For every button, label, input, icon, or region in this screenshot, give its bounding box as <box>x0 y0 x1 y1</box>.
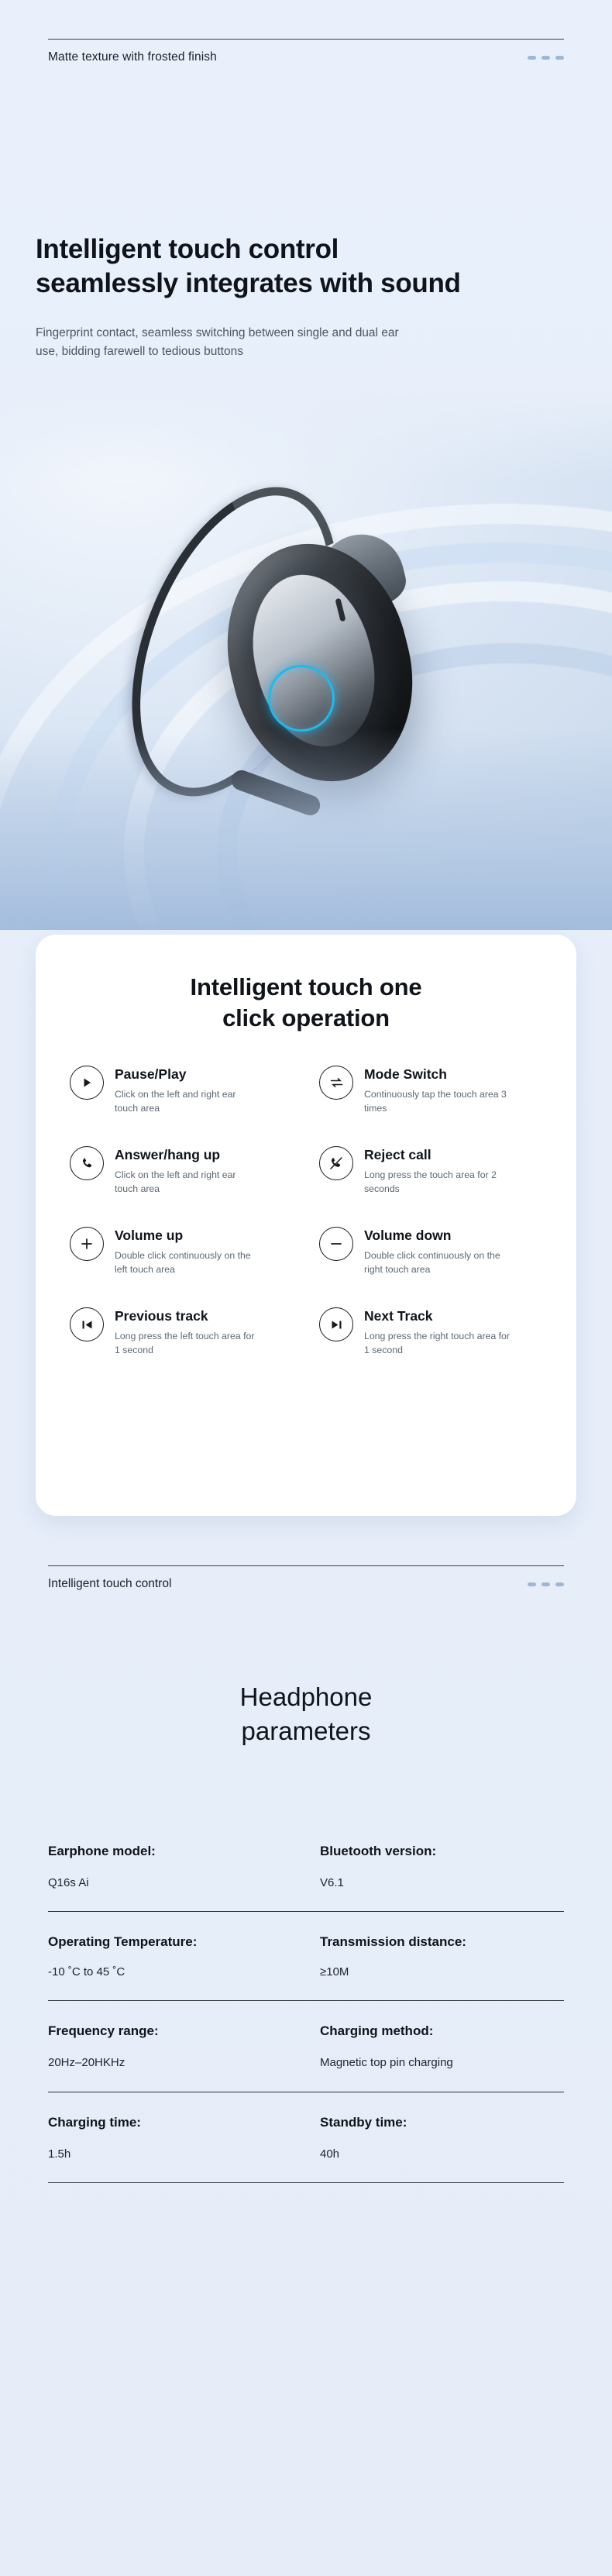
parameters-title-line-1: Headphone <box>239 1682 373 1711</box>
decorative-dots <box>528 56 564 60</box>
param-key: Frequency range: <box>48 2023 159 2039</box>
touch-item-next-track <box>319 1307 542 1357</box>
param-value: 20Hz–20HKHz <box>48 2056 125 2070</box>
parameters-title-line-2: parameters <box>241 1716 371 1745</box>
dot-2 <box>542 1582 550 1586</box>
param-key: Standby time: <box>320 2114 407 2130</box>
dot-2 <box>542 56 550 60</box>
touch-operations-grid <box>70 1066 542 1357</box>
param-value: Magnetic top pin charging <box>320 2056 453 2070</box>
table-row <box>48 2001 564 2092</box>
touch-item-desc: Long press the right touch area for 1 second <box>364 1331 510 1355</box>
param-value: ≥10M <box>320 1965 349 1979</box>
touch-item-title: Next Track <box>364 1308 433 1324</box>
param-value: -10 ˚C to 45 ˚C <box>48 1965 125 1979</box>
touch-item-title: Pause/Play <box>115 1066 187 1083</box>
dot-1 <box>528 1582 536 1586</box>
hero-heading-block <box>36 232 578 361</box>
play-icon <box>70 1066 104 1100</box>
touch-item-mode-switch <box>319 1066 542 1115</box>
touch-item-pause-play <box>70 1066 293 1115</box>
param-key: Charging time: <box>48 2114 141 2130</box>
param-cell-earphone-model <box>48 1843 292 1891</box>
touch-item-title: Reject call <box>364 1147 431 1163</box>
param-cell-charging-method <box>320 2023 564 2071</box>
param-key: Charging method: <box>320 2023 434 2039</box>
param-key: Bluetooth version: <box>320 1844 437 1858</box>
touch-item-desc: Long press the left touch area for 1 second <box>115 1331 255 1355</box>
phone-reject-icon <box>319 1146 353 1180</box>
touch-item-title: Volume down <box>364 1228 452 1244</box>
mid-caption-text: Intelligent touch control <box>48 1577 172 1590</box>
hero-bottom-gradient <box>0 728 612 930</box>
touch-item-desc: Long press the touch area for 2 seconds <box>364 1169 497 1194</box>
touch-item-desc: Double click continuously on the left touch area <box>115 1250 251 1275</box>
hero-heading-line-2: seamlessly integrates with sound <box>36 267 461 298</box>
table-row <box>48 1912 564 2001</box>
param-cell-transmission-distance <box>320 1934 564 1980</box>
minus-icon <box>319 1227 353 1261</box>
param-cell-operating-temperature <box>48 1934 292 1980</box>
touch-operations-card <box>36 935 576 1516</box>
touch-item-volume-up <box>70 1227 293 1276</box>
table-row <box>48 2092 564 2183</box>
mode-switch-icon <box>319 1066 353 1100</box>
touch-card-title-line-1: Intelligent touch one <box>190 973 422 1000</box>
dot-3 <box>555 1582 564 1586</box>
phone-icon <box>70 1146 104 1180</box>
touch-item-desc: Continuously tap the touch area 3 times <box>364 1089 507 1114</box>
hero-subtext: Fingerprint contact, seamless switching between single and dual ear use, bidding farewell to tedious buttons <box>36 325 399 358</box>
param-value: Q16s Ai <box>48 1875 89 1889</box>
touch-item-desc: Click on the left and right ear touch area <box>115 1169 236 1194</box>
touch-item-title: Answer/hang up <box>115 1147 221 1163</box>
param-value: 1.5h <box>48 2147 71 2161</box>
touch-item-volume-down <box>319 1227 542 1276</box>
touch-item-desc: Double click continuously on the right touch area <box>364 1250 500 1275</box>
param-cell-frequency-range <box>48 2023 292 2071</box>
mid-caption-bar <box>48 1565 564 1591</box>
parameters-title <box>0 1680 612 1748</box>
touch-item-answer-hangup <box>70 1146 293 1196</box>
dot-3 <box>555 56 564 60</box>
touch-item-previous-track <box>70 1307 293 1357</box>
top-caption-bar <box>48 39 564 64</box>
param-cell-charging-time <box>48 2114 292 2162</box>
touch-item-desc: Click on the left and right ear touch area <box>115 1089 236 1114</box>
touch-card-title <box>70 972 542 1033</box>
param-value: 40h <box>320 2147 340 2161</box>
touch-item-title: Mode Switch <box>364 1066 447 1083</box>
plus-icon <box>70 1227 104 1261</box>
hero-heading <box>36 232 578 301</box>
param-cell-standby-time <box>320 2114 564 2162</box>
dot-1 <box>528 56 536 60</box>
param-cell-bluetooth-version <box>320 1843 564 1891</box>
hero-product-image <box>0 387 612 930</box>
hero-heading-line-1: Intelligent touch control <box>36 234 339 264</box>
touch-item-title: Previous track <box>115 1308 208 1324</box>
parameters-table <box>48 1821 564 2183</box>
touch-item-reject-call <box>319 1146 542 1196</box>
touch-card-title-line-2: click operation <box>222 1004 390 1031</box>
param-key: Earphone model: <box>48 1844 156 1858</box>
param-key: Operating Temperature: <box>48 1934 198 1950</box>
next-track-icon <box>319 1307 353 1341</box>
previous-track-icon <box>70 1307 104 1341</box>
table-row <box>48 1821 564 1912</box>
param-value: V6.1 <box>320 1875 344 1889</box>
param-key: Transmission distance: <box>320 1934 466 1950</box>
decorative-dots-2 <box>528 1582 564 1586</box>
touch-item-title: Volume up <box>115 1228 184 1244</box>
top-caption-text: Matte texture with frosted finish <box>48 50 217 64</box>
